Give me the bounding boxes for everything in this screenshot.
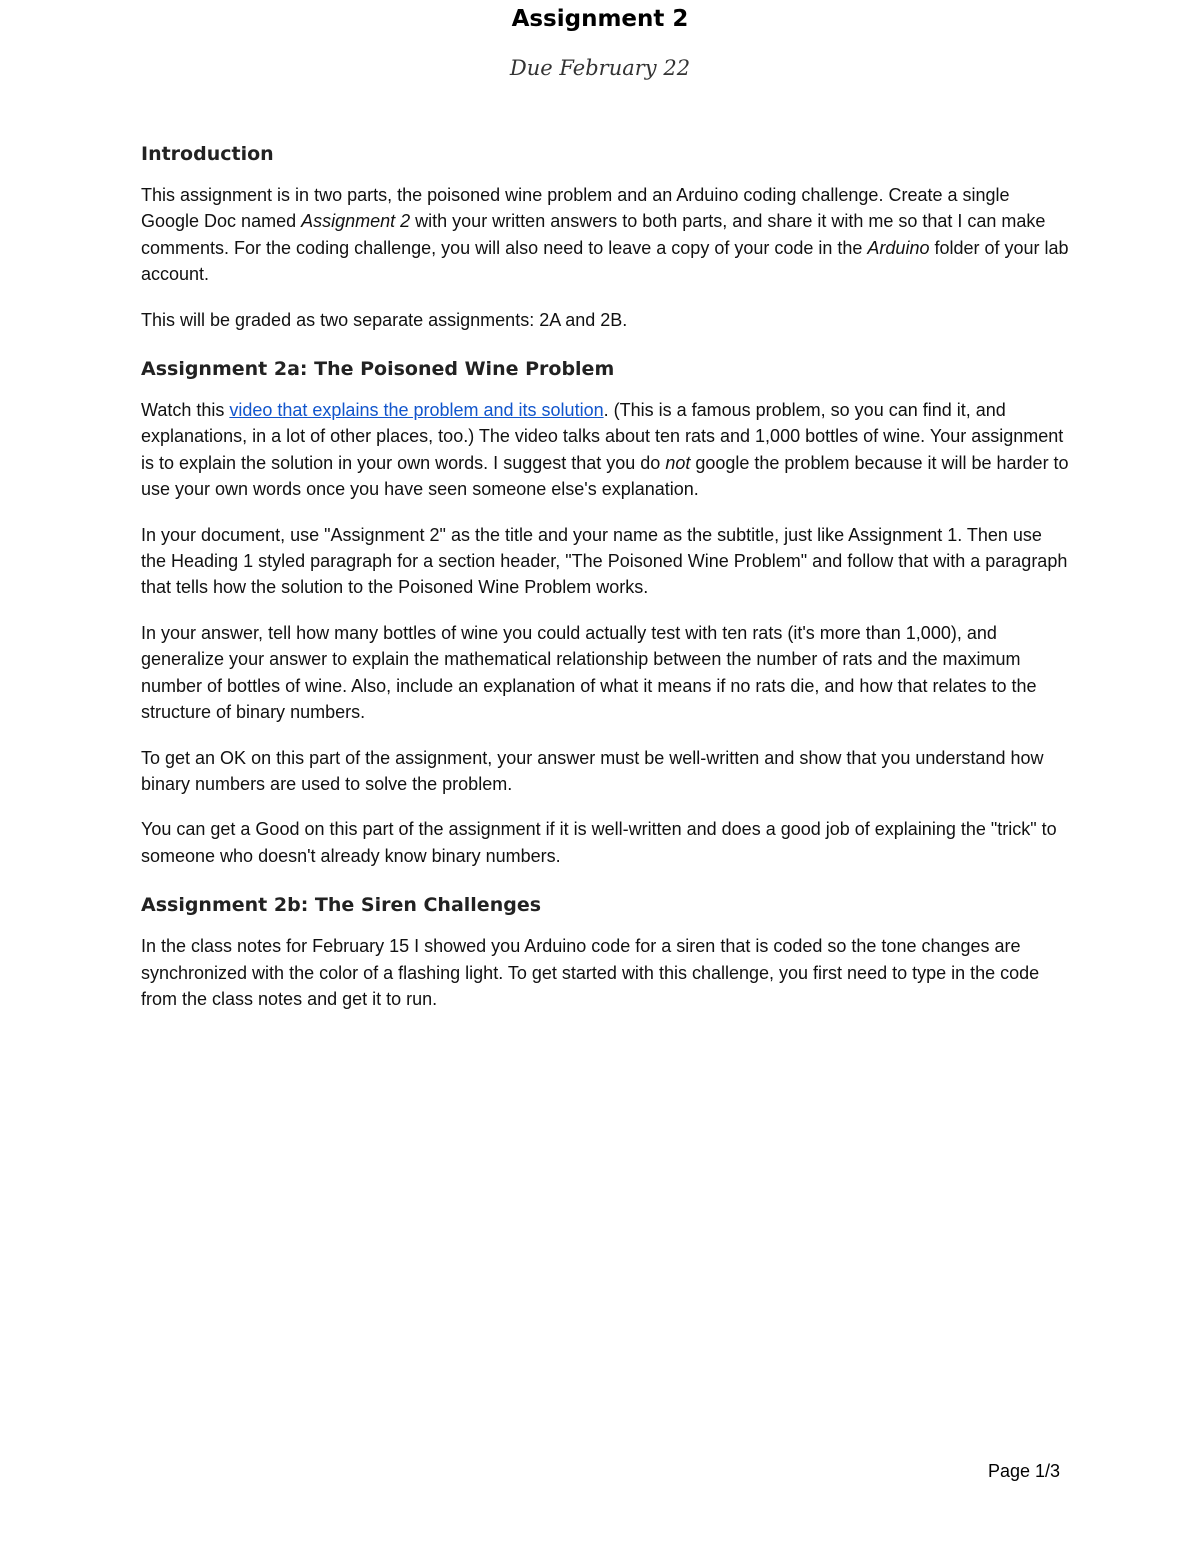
intro-paragraph-2: This will be graded as two separate assignments: 2A and 2B. (141, 309, 628, 330)
text-run: google the problem because it will be harder to use your own words once you have seen someone else's explanation. (141, 452, 1069, 500)
text-run: with your written answers to both parts, and share it with me so that I can make comments. For the coding challenge, you will also need to leave a copy of your code in the (141, 211, 1046, 258)
intro-paragraph-1 (141, 182, 1071, 288)
section-heading-assignment-2a: Assignment 2a: The Poisoned Wine Problem (141, 358, 615, 381)
emphasis-text: not (665, 452, 691, 473)
text-run: Watch this (141, 400, 230, 421)
text-run: This assignment is in two parts, the poisoned wine problem and an Arduino coding challenge. Create a single Google Doc named (141, 185, 1010, 232)
text-run: . (This is a famous problem, so you can find it, and explanations, in a lot of other places, too.) The video talks about ten rats and 1,000 bottles of wine. Your assignment is to explain the solution in your own words. I suggest that you do (141, 400, 1064, 473)
emphasis-text: Arduino (867, 237, 930, 258)
text-run: folder of your lab account. (141, 237, 1069, 285)
emphasis-text: Assignment 2 (301, 211, 411, 232)
part-a-paragraph-5: You can get a Good on this part of the assignment if it is well-written and does a good job of explaining the "trick" to someone who doesn't already know binary numbers. (141, 819, 1057, 866)
page-number: Page 1/3 (987, 1461, 1060, 1481)
part-a-paragraph-3: In your answer, tell how many bottles of wine you could actually test with ten rats (it's more than 1,000), and generalize your answer to explain the mathematical relationship between the number of rats and the maximum number of bottles of wine. Also, include an explanation of what it means if no rats die, and how that relates to the structure of binary numbers. (141, 622, 1037, 723)
document-title: Assignment 2 (511, 6, 689, 32)
part-a-paragraph-1 (141, 397, 1071, 503)
video-link[interactable]: video that explains the problem and its solution (229, 400, 604, 421)
section-heading-assignment-2b: Assignment 2b: The Siren Challenges (141, 894, 542, 917)
part-b-paragraph-1: In the class notes for February 15 I showed you Arduino code for a siren that is coded so the tone changes are synchronized with the color of a flashing light. To get started with this challenge, you first need to type in the code from the class notes and get it to run. (141, 936, 1040, 1009)
part-a-paragraph-4: To get an OK on this part of the assignment, your answer must be well-written and show that you understand how binary numbers are used to solve the problem. (141, 747, 1044, 794)
document-body (141, 140, 1071, 1031)
document-subtitle: Due February 22 (509, 56, 691, 80)
section-heading-introduction: Introduction (141, 143, 274, 165)
part-a-paragraph-2: In your document, use "Assignment 2" as the title and your name as the subtitle, just like Assignment 1. Then use the Heading 1 styled paragraph for a section header, "The Poisoned Wine Problem" and follow that with a paragraph that tells how the solution to the Poisoned Wine Problem works. (141, 524, 1068, 598)
